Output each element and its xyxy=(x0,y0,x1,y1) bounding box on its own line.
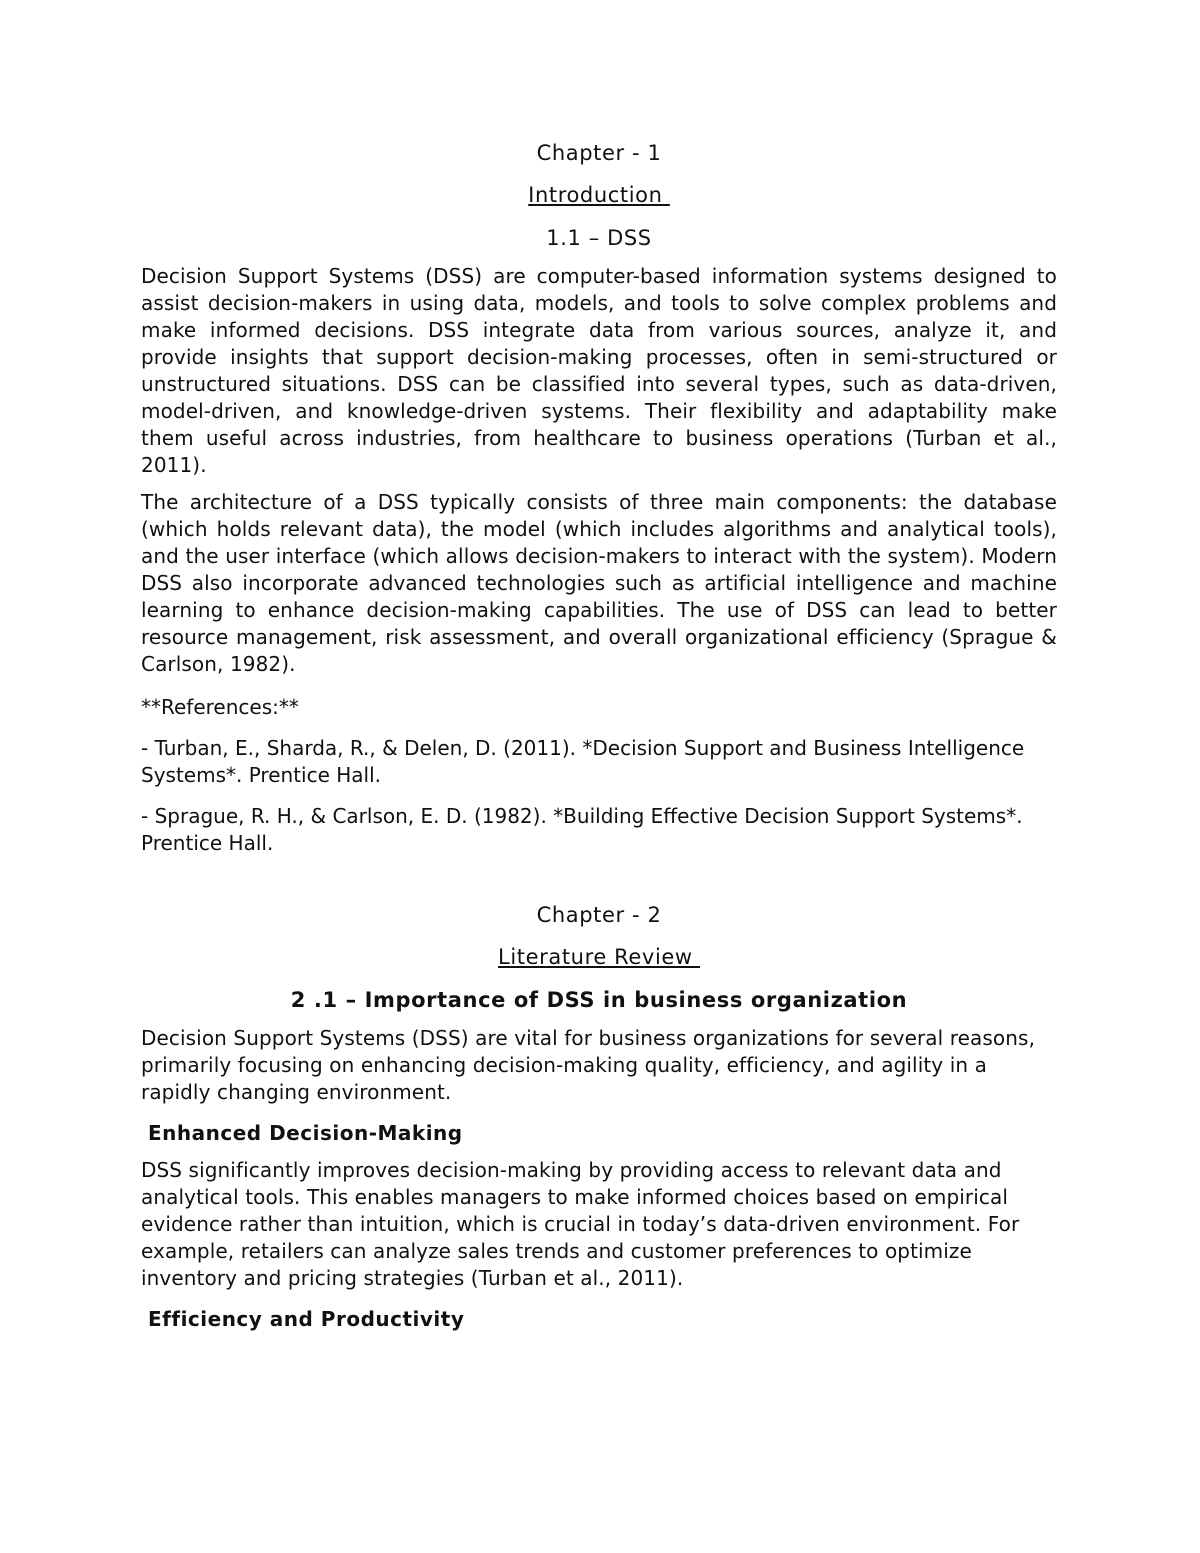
subsection-text-enhanced-decision-making: DSS significantly improves decision-making by providing access to relevant data and analytical tools. This enables managers to make informed choices based on empirical evidence rather than intuition, which is crucial in today’s data-driven environment. For example, retailers can analyze sales trends and customer preferences to optimize inventory and pricing strategies (Turban et al., 2011). xyxy=(141,1158,1020,1290)
chapter-1-paragraph-1: Decision Support Systems (DSS) are computer-based information systems designed to assist decision-makers in using data, models, and tools to solve complex problems and make informed decisions. DSS integrate data from various sources, analyze it, and provide insights that support decision-making processes, often in semi-structured or unstructured situations. DSS can be classified into several types, such as data-driven, model-driven, and knowledge-driven systems. Their flexibility and adaptability make them useful across industries, from healthcare to business operations (Turban et al., 2011). xyxy=(141,264,1057,477)
section-2-1-heading: 2 .1 – Importance of DSS in business organization xyxy=(290,988,908,1012)
chapter-2-title: Literature Review xyxy=(498,945,700,969)
reference-item-1: - Turban, E., Sharda, R., & Delen, D. (2011). *Decision Support and Business Intelligence Systems*. Prentice Hall. xyxy=(141,736,1025,787)
chapter-1-title: Introduction xyxy=(528,183,670,207)
chapter-2-intro-paragraph: Decision Support Systems (DSS) are vital for business organizations for several reasons, primarily focusing on enhancing decision-making quality, efficiency, and agility in a rapidly changing environment. xyxy=(141,1026,1036,1104)
subsection-heading-efficiency-productivity: Efficiency and Productivity xyxy=(148,1307,465,1331)
reference-item-2: - Sprague, R. H., & Carlson, E. D. (1982). *Building Effective Decision Support Systems*. Prentice Hall. xyxy=(141,804,1023,855)
chapter-gap xyxy=(141,857,1057,900)
chapter-1-paragraph-2: The architecture of a DSS typically consists of three main components: the database (which holds relevant data), the model (which includes algorithms and analytical tools), and the user interface (which allows decision-makers to interact with the system). Modern DSS also incorporate advanced technologies such as artificial intelligence and machine learning to enhance decision-making capabilities. The use of DSS can lead to better resource management, risk assessment, and overall organizational efficiency (Sprague & Carlson, 1982). xyxy=(141,490,1057,676)
subsection-heading-enhanced-decision-making: Enhanced Decision-Making xyxy=(148,1121,463,1145)
document-page xyxy=(141,138,1057,1333)
section-1-1-heading: 1.1 – DSS xyxy=(546,226,652,250)
chapter-2-heading: Chapter - 2 xyxy=(536,903,662,927)
references-label: **References:** xyxy=(141,695,299,719)
chapter-1-heading: Chapter - 1 xyxy=(536,141,662,165)
